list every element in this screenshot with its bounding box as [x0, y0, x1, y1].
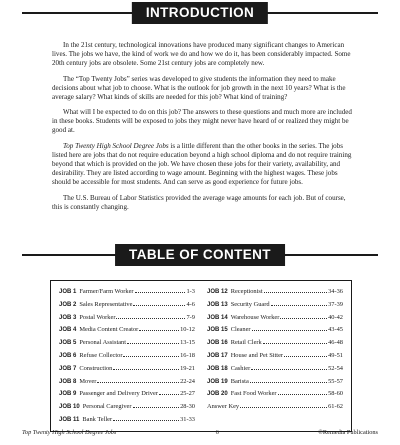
toc-leader-dots: [127, 343, 179, 344]
toc-entry-job-number: JOB 19: [207, 378, 228, 385]
toc-entry-job-number: JOB 15: [207, 327, 228, 334]
toc-leader-dots: [251, 369, 327, 370]
footer-book-title: Top Twenty High School Degree Jobs: [22, 429, 117, 436]
toc-entry-title: House and Pet Sitter: [230, 351, 284, 359]
toc-leader-dots: [250, 382, 327, 383]
toc-leader-dots: [278, 394, 328, 395]
toc-entry-job-number: JOB 17: [207, 352, 228, 359]
toc-entry-title: Warehouse Worker: [230, 313, 280, 321]
toc-entry-job-number: JOB 2: [59, 301, 77, 308]
toc-entry-pages: 1-3: [186, 288, 195, 295]
toc-entry-job-number: JOB 11: [59, 416, 80, 423]
toc-entry: [59, 363, 195, 376]
toc-entry-pages: 16-18: [180, 351, 195, 359]
toc-entry: [207, 350, 343, 363]
toc-entry-pages: 55-57: [328, 377, 343, 385]
toc-entry: [59, 350, 195, 363]
intro-paragraph: The U.S. Bureau of Labor Statistics provided the average wage amounts for each job. But of course, this is constantly changing.: [52, 193, 346, 211]
intro-paragraph: [52, 142, 352, 187]
toc-entry-job-number: JOB 14: [207, 314, 228, 321]
toc-entry-pages: 46-48: [328, 339, 343, 347]
toc-leader-dots: [135, 292, 186, 293]
toc-leader-dots: [97, 382, 179, 383]
toc-entry: [59, 388, 195, 401]
toc-entry: [59, 286, 195, 299]
toc-leader-dots: [123, 356, 179, 357]
toc-entry-pages: 28-30: [180, 403, 195, 411]
page-footer: [22, 429, 378, 436]
toc-entry-pages: 13-15: [180, 339, 195, 347]
toc-entry-title: Barista: [230, 377, 249, 385]
footer-publisher: ©Remedia Publications: [318, 429, 378, 436]
toc-leader-dots: [252, 330, 328, 331]
toc-leader-dots: [264, 292, 327, 293]
toc-entry: [59, 401, 195, 414]
table-of-contents: [50, 280, 352, 432]
toc-entry-pages: 19-21: [180, 364, 195, 372]
toc-column-left: [59, 286, 195, 427]
toc-leader-dots: [139, 330, 179, 331]
toc-entry-job-number: JOB 18: [207, 365, 228, 372]
toc-entry-pages: 49-51: [328, 351, 343, 359]
toc-leader-dots: [159, 394, 179, 395]
toc-entry-pages: 31-33: [180, 415, 195, 423]
toc-entry-job-number: JOB 3: [59, 314, 77, 321]
toc-entry-title: Bank Teller: [82, 415, 113, 423]
toc-entry-title: Farmer/Farm Worker: [79, 288, 134, 295]
toc-entry: [207, 363, 343, 376]
toc-entry-job-number: JOB 6: [59, 352, 77, 359]
toc-entry: [207, 324, 343, 337]
toc-entry-pages: 34-36: [328, 288, 343, 295]
intro-paragraph: The “Top Twenty Jobs” series was developed to give students the information they need to make decisions about what job to choose. What is the outlook for job growth in the next 10 years? What is the average salary? What kinds of skills are needed for this job? What kind of training?: [52, 74, 346, 101]
introduction-banner: [0, 2, 400, 24]
toc-entry: [59, 376, 195, 389]
book-title: Top Twenty High School Degree Jobs: [63, 142, 169, 151]
toc-entry-title: Fast Food Worker: [230, 390, 277, 398]
toc-entry-title: Security Guard: [230, 300, 270, 308]
toc-entry: [207, 401, 343, 413]
toc-entry: [59, 299, 195, 312]
toc-entry-pages: 52-54: [328, 364, 343, 372]
toc-leader-dots: [284, 356, 327, 357]
toc-entry-pages: 7-9: [186, 313, 195, 321]
toc-entry-pages: 22-24: [180, 377, 195, 385]
page-number: 6: [215, 429, 219, 436]
toc-leader-dots: [113, 369, 179, 370]
toc-entry-title: Retail Clerk: [230, 339, 262, 347]
toc-entry-pages: 58-60: [328, 390, 343, 398]
toc-entry: [59, 312, 195, 325]
toc-column-right: [207, 286, 343, 427]
toc-entry-title: Receptionist: [230, 288, 263, 295]
toc-entry: [207, 312, 343, 325]
toc-entry-job-number: JOB 4: [59, 327, 77, 334]
toc-entry-title: Construction: [79, 364, 113, 372]
toc-entry-title: Cashier: [230, 364, 251, 372]
toc-entry-title: Passenger and Delivery Driver: [79, 390, 158, 398]
toc-leader-dots: [271, 305, 328, 306]
toc-entry-job-number: JOB 10: [59, 404, 80, 411]
toc-entry-job-number: JOB 8: [59, 378, 77, 385]
toc-leader-dots: [263, 343, 327, 344]
toc-entry-title: Sales Representative: [79, 300, 133, 308]
toc-banner: [0, 244, 400, 266]
toc-entry: [59, 337, 195, 350]
toc-entry-title: Media Content Creator: [79, 326, 139, 334]
toc-entry-pages: 40-42: [328, 313, 343, 321]
toc-leader-dots: [113, 420, 179, 421]
toc-leader-dots: [133, 407, 180, 408]
toc-entry-title: Personal Caregiver: [82, 403, 132, 411]
toc-entry-title: Refuse Collector: [79, 351, 123, 359]
toc-leader-dots: [133, 305, 185, 306]
toc-entry-title: Postal Worker: [79, 313, 116, 321]
toc-entry-title: Personal Assistant: [79, 339, 127, 347]
introduction-heading: INTRODUCTION: [132, 2, 268, 24]
toc-entry-job-number: JOB 12: [207, 289, 228, 295]
toc-leader-dots: [116, 318, 185, 319]
intro-paragraph-text: is a little different than the other books in the series. The jobs listed here are jobs that do not require education beyond a high school diploma and do not require training beyond that which is provided on the job. We have chosen these jobs for their variety, availability, and desirability. They are listed according to wage amount. Beginning with the highest wages. These jobs should be accessible for most students. And can serve as good experience for future jobs.: [52, 142, 352, 186]
toc-entry-title: Cleaner: [230, 326, 251, 334]
toc-entry-title: Answer Key: [207, 403, 240, 411]
toc-entry-pages: 43-45: [328, 326, 343, 334]
introduction-body: [52, 41, 352, 219]
toc-entry-job-number: JOB 5: [59, 340, 77, 347]
toc-entry-job-number: JOB 9: [59, 391, 77, 398]
toc-entry: [59, 414, 195, 427]
toc-entry-pages: 37-39: [328, 300, 343, 308]
toc-entry-job-number: JOB 16: [207, 340, 228, 347]
toc-entry-pages: 4-6: [186, 300, 195, 308]
toc-entry-job-number: JOB 20: [207, 391, 228, 398]
toc-entry: [207, 299, 343, 312]
toc-entry: [59, 324, 195, 337]
toc-leader-dots: [240, 407, 327, 408]
toc-entry: [207, 376, 343, 389]
toc-entry-pages: 61-62: [328, 403, 343, 411]
intro-paragraph: What will I be expected to do on this job? The answers to these questions and much more are included in these books. Students will be exposed to jobs they might never have heard of or realized they might be good at.: [52, 108, 352, 135]
toc-entry-job-number: JOB 13: [207, 301, 228, 308]
intro-paragraph: In the 21st century, technological innovations have produced many significant changes to American lives. The jobs we have, the kind of work we do and how we do it, has been considerably impacted. Some 20th century jobs are obsolete. Some 21st century jobs are completely new.: [52, 41, 351, 67]
toc-entry: [207, 286, 343, 299]
toc-entry-pages: 10-12: [180, 326, 195, 334]
toc-entry: [207, 388, 343, 401]
toc-entry-job-number: JOB 1: [59, 289, 77, 295]
toc-entry: [207, 337, 343, 350]
toc-leader-dots: [280, 318, 327, 319]
toc-entry-job-number: JOB 7: [59, 365, 77, 372]
toc-entry-pages: 25-27: [180, 390, 195, 398]
toc-entry-title: Mover: [79, 377, 97, 385]
toc-heading: TABLE OF CONTENT: [115, 244, 285, 266]
